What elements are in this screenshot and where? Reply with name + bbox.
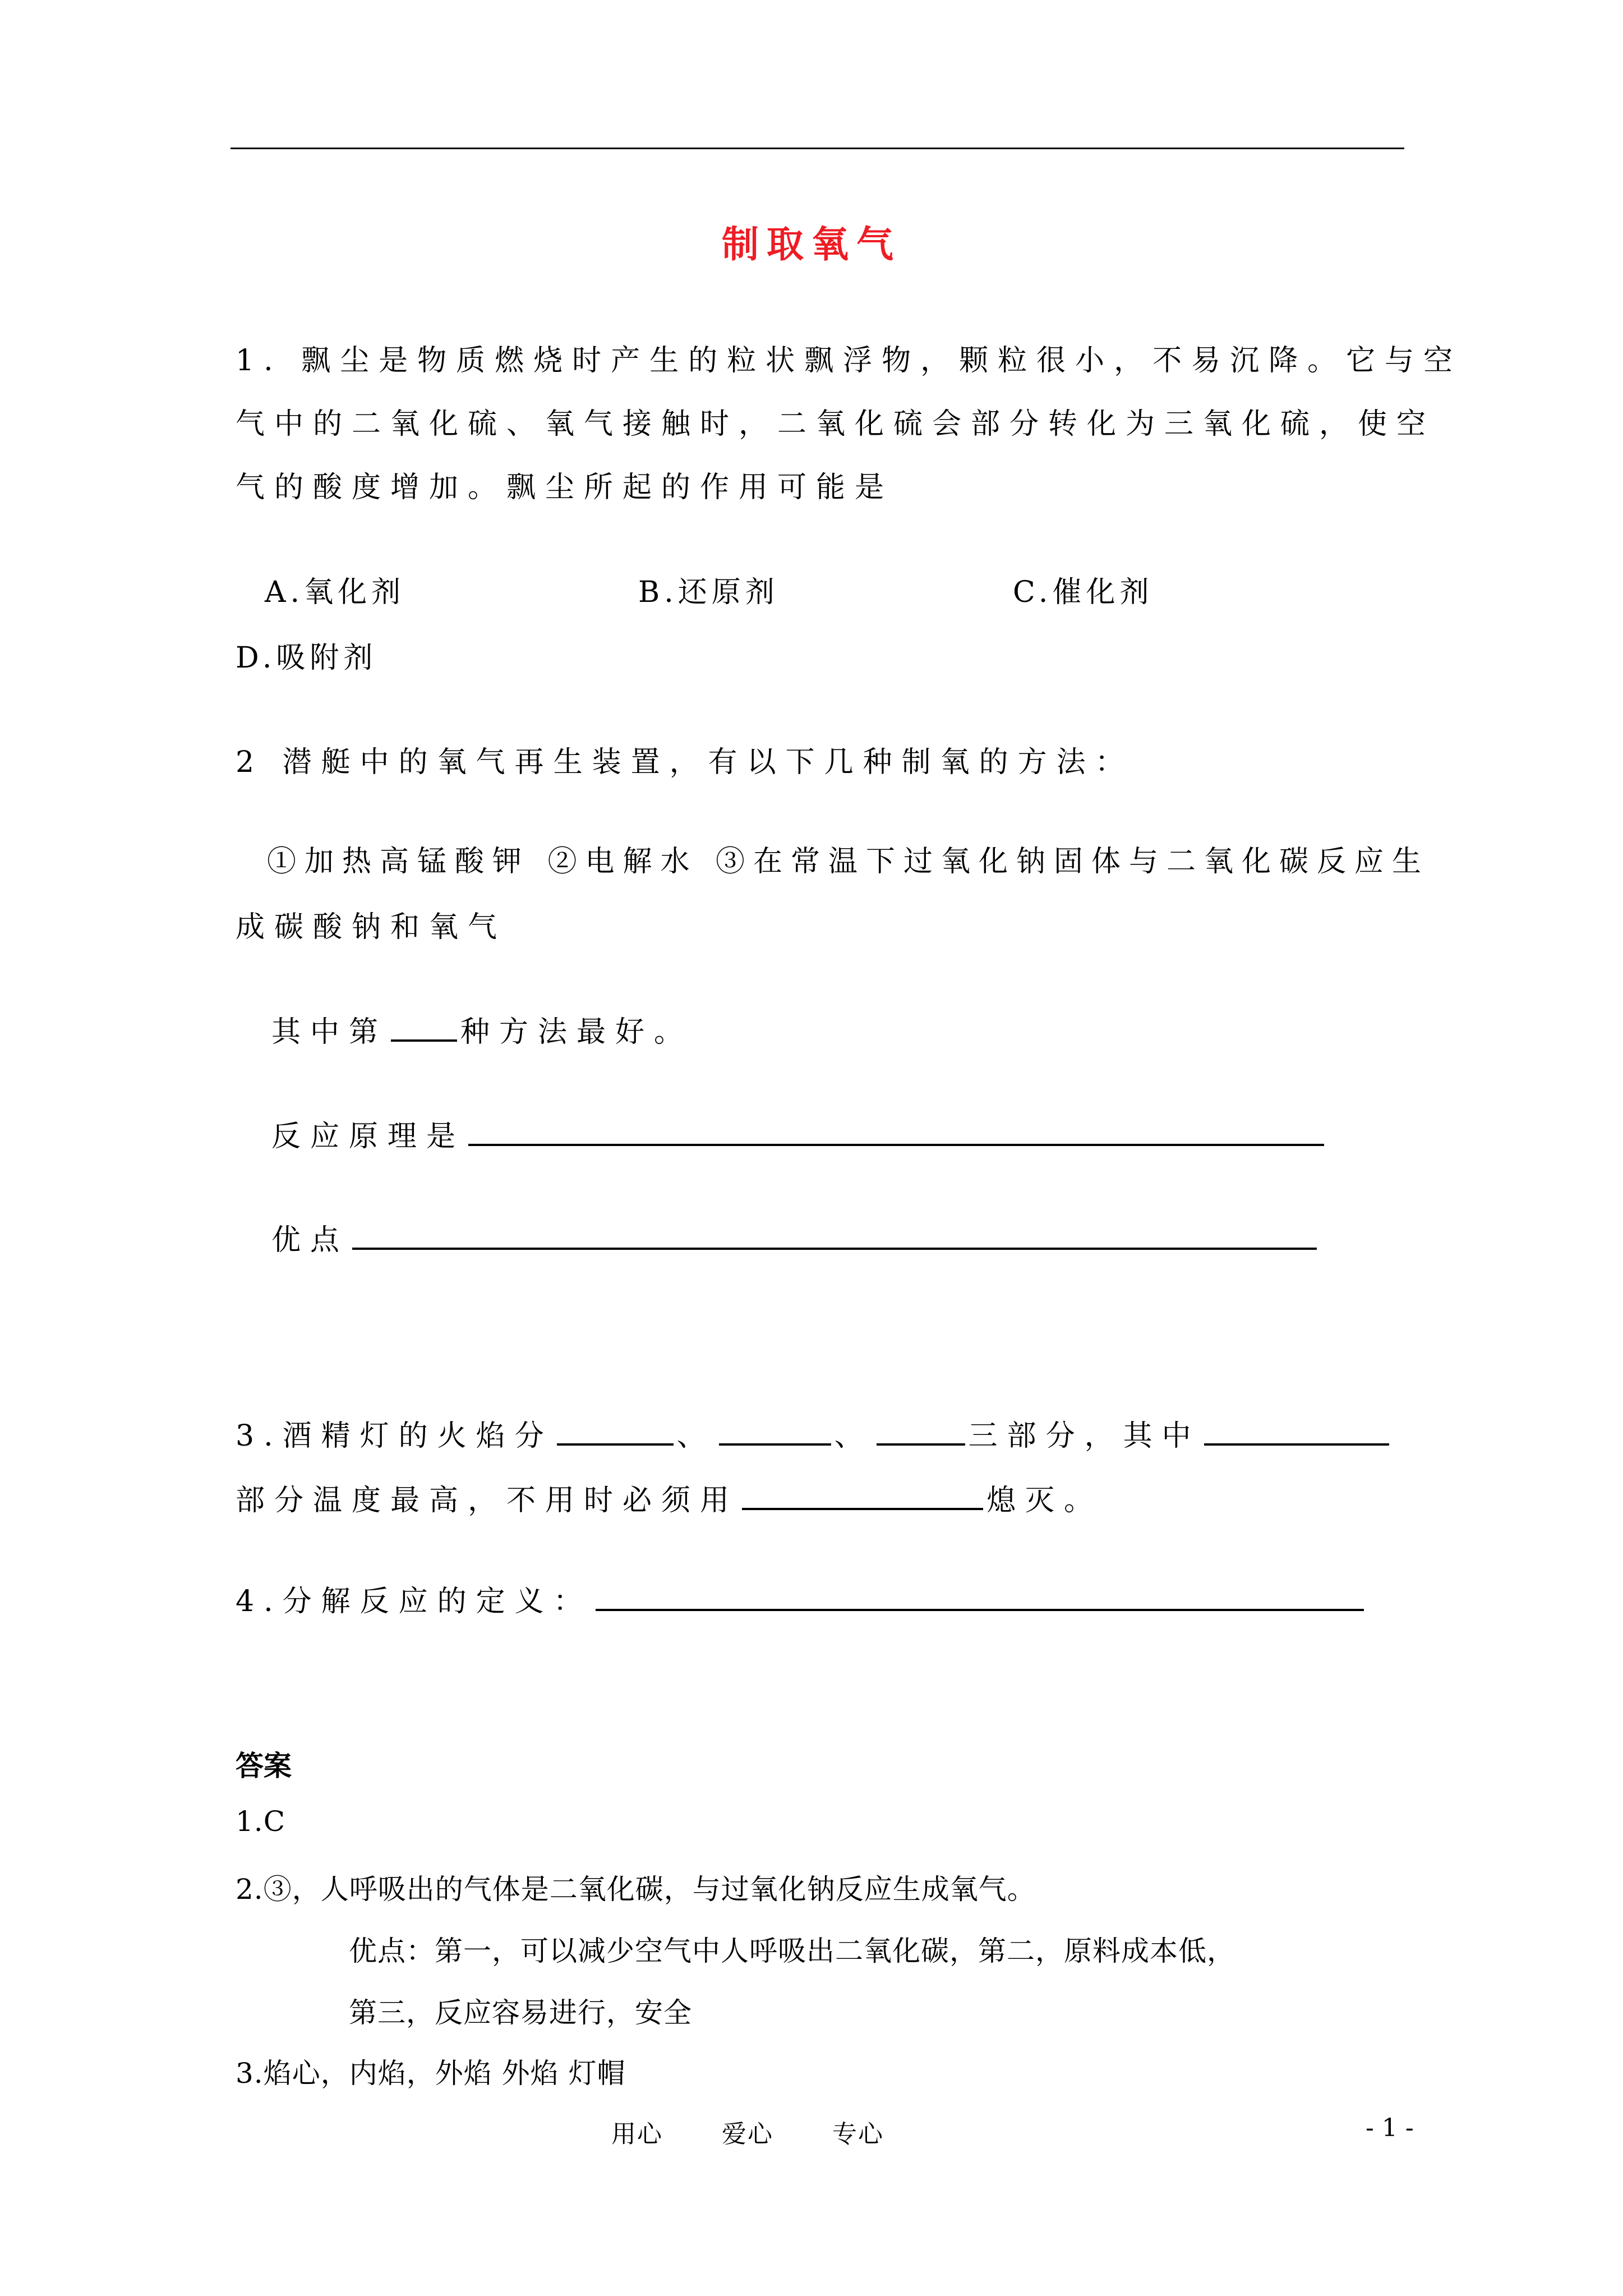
q4-blank <box>596 1608 1364 1611</box>
answer-2-advantages-1: 优点：第一，可以减少空气中人呼吸出二氧化碳，第二，原料成本低， <box>349 1935 1235 1967</box>
q3-sep-1: 、 <box>676 1419 716 1453</box>
q2-principle-blank <box>468 1143 1324 1146</box>
q1-option-d: D.吸附剂 <box>236 641 377 675</box>
q3-line1-middle: 三部分，其中 <box>968 1419 1201 1453</box>
answer-2-advantages-2: 第三，反应容易进行，安全 <box>349 1996 692 2029</box>
q2-methods-line-1: ①加热高锰酸钾 ②电解水 ③在常温下过氧化钠固体与二氧化碳反应生 <box>267 845 1430 878</box>
q4-label: 4.分解反应的定义： <box>236 1585 592 1618</box>
q3-sep-2: 、 <box>834 1419 873 1453</box>
q3-line-1 <box>236 1412 1393 1454</box>
q1-line-3: 气的酸度增加。飘尘所起的作用可能是 <box>236 471 894 504</box>
q1-line-1: 1. 飘尘是物质燃烧时产生的粒状飘浮物，颗粒很小，不易沉降。它与空 <box>236 344 1463 378</box>
q3-blank-3 <box>877 1443 965 1446</box>
footer-motto: 用心 <box>611 2120 663 2148</box>
q3-line2-suffix: 熄灭。 <box>986 1484 1103 1517</box>
q2-methods-line-2: 成碳酸钠和氧气 <box>236 910 507 944</box>
q2-best-method <box>271 1008 693 1050</box>
footer-motto: 专心 <box>832 2120 884 2148</box>
q3-line2-prefix: 部分温度最高，不用时必须用 <box>236 1484 739 1517</box>
q3-blank-1 <box>557 1443 674 1446</box>
footer-mottos <box>611 2114 943 2150</box>
q3-blank-5 <box>742 1507 983 1510</box>
q2-advantage-blank <box>352 1247 1317 1250</box>
q3-blank-2 <box>719 1443 831 1446</box>
answer-2: 2.③，人呼吸出的气体是二氧化碳，与过氧化钠反应生成氧气。 <box>236 1873 1036 1906</box>
answer-1: 1.C <box>236 1805 285 1838</box>
q1-option-b: B.还原剂 <box>638 576 779 609</box>
q3-blank-4 <box>1204 1443 1389 1446</box>
q2-best-suffix: 种方法最好。 <box>460 1015 693 1049</box>
footer-motto: 爱心 <box>722 2120 773 2148</box>
q2-stem: 2 潜艇中的氧气再生装置，有以下几种制氧的方法： <box>236 746 1134 779</box>
q2-principle <box>271 1112 1327 1154</box>
q3-line1-prefix: 3.酒精灯的火焰分 <box>236 1419 554 1453</box>
q1-option-c: C.催化剂 <box>1013 576 1154 609</box>
q2-advantage <box>271 1216 1320 1258</box>
q2-best-prefix: 其中第 <box>271 1015 388 1049</box>
q3-line-2 <box>236 1476 1103 1519</box>
q2-principle-label: 反应原理是 <box>271 1120 465 1153</box>
answers-heading: 答案 <box>236 1750 292 1782</box>
q2-best-blank <box>391 1039 457 1042</box>
header-rule <box>230 148 1404 149</box>
q4-definition <box>236 1577 1367 1619</box>
q1-option-a: A.氧化剂 <box>265 576 405 609</box>
page-title: 制取氧气 <box>722 222 901 266</box>
q2-advantage-label: 优点 <box>271 1223 349 1257</box>
answer-3: 3.焰心，内焰，外焰 外焰 灯帽 <box>236 2057 626 2090</box>
q1-line-2: 气中的二氧化硫、氧气接触时，二氧化硫会部分转化为三氧化硫，使空 <box>236 407 1436 441</box>
page-number: - 1 - <box>1366 2114 1414 2142</box>
